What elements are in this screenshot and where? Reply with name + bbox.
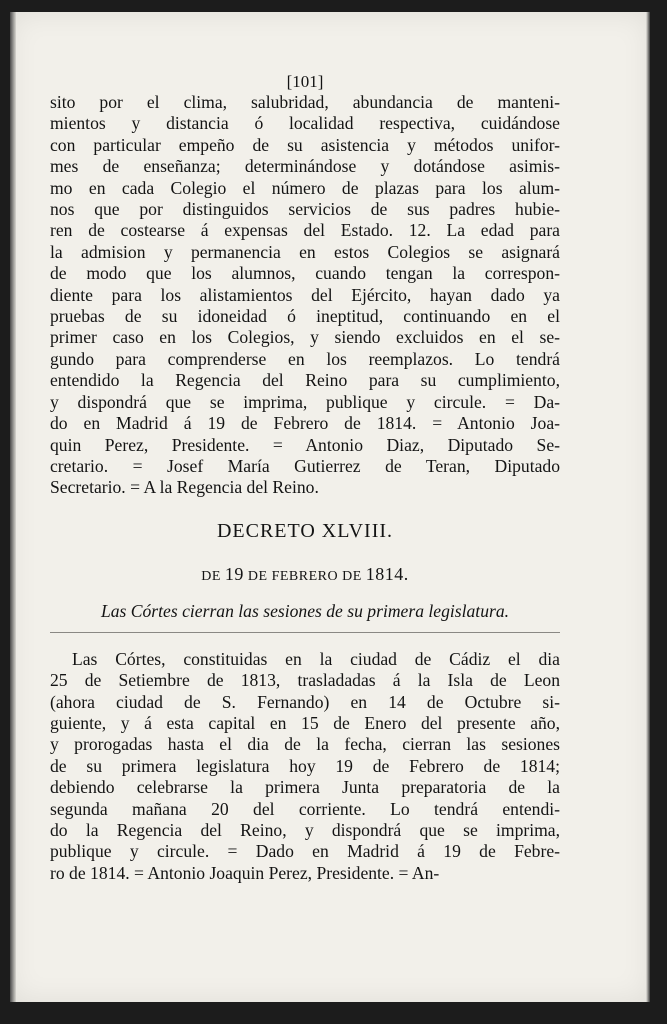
decree-date [50, 563, 560, 588]
text-line: segunda mañana 20 del corriente. Lo tendrá entendi- [50, 798, 560, 819]
decree-date-prefix: DE [201, 568, 225, 584]
text-line: guiente, y á esta capital en 15 de Enero del presente año, [50, 712, 560, 733]
text-line: Las Córtes, constituidas en la ciudad de Cádiz el dia [72, 648, 560, 669]
text-line: ro de 1814. = Antonio Joaquin Perez, Presidente. = An- [50, 862, 440, 883]
text-line: quin Perez, Presidente. = Antonio Diaz, Diputado Se- [50, 434, 560, 455]
decree-text-paragraph [50, 92, 560, 499]
text-line: con particular empeño de su asistencia y métodos unifor- [50, 134, 560, 155]
text-line: nos que por distinguidos servicios de sus padres hubie- [50, 199, 560, 220]
text-line: ren de costearse á expensas del Estado. 12. La edad para [50, 220, 560, 241]
page-content [50, 72, 560, 884]
decree-date-middle: DE FEBRERO DE [243, 568, 366, 584]
text-line: de modo que los alumnos, cuando tengan la correspon- [50, 263, 560, 284]
text-line: mientos y distancia ó localidad respectiva, cuidándose [50, 113, 560, 134]
text-line: (ahora ciudad de S. Fernando) en 14 de Octubre si- [50, 691, 560, 712]
closing-decree-paragraph [50, 649, 560, 884]
book-page [10, 12, 650, 1002]
text-line: mes de enseñanza; determinándose y dotándose asimis- [50, 156, 560, 177]
text-line: do la Regencia del Reino, y dispondrá que se imprima, [50, 819, 560, 840]
text-line: de su primera legislatura hoy 19 de Febrero de 1814; [50, 755, 560, 776]
text-line: sito por el clima, salubridad, abundancia de manteni- [50, 92, 560, 112]
decree-title: DECRETO XLVIII. [216, 519, 394, 542]
text-line: mo en cada Colegio el número de plazas para los alum- [50, 177, 560, 198]
page-binding-edge [10, 12, 16, 1002]
text-line: 25 de Setiembre de 1813, trasladadas á la Isla de Leon [50, 670, 560, 691]
text-line: pruebas de su idoneidad ó ineptitud, continuando en el [50, 306, 560, 327]
text-line: debiendo celebrarse la primera Junta preparatoria de la [50, 777, 560, 798]
text-line: la admision y permanencia en estos Colegios se asignará [50, 241, 560, 262]
page-outer-edge [646, 12, 650, 1002]
page-number: [101] [286, 72, 324, 91]
decree-subtitle: Las Córtes cierran las sesiones de su primera legislatura. [100, 600, 510, 621]
text-line: y dispondrá que se imprima, publique y circule. = Da- [50, 391, 560, 412]
text-line: gundo para comprenderse en los reemplazos. Lo tendrá [50, 348, 560, 369]
text-line: entendido la Regencia del Reino para su cumplimiento, [50, 370, 560, 391]
text-line: cretario. = Josef María Gutierrez de Teran, Diputado [50, 455, 560, 476]
subtitle-rule [50, 632, 560, 633]
text-line: y prorogadas hasta el dia de la fecha, cierran las sesiones [50, 734, 560, 755]
text-line: Secretario. = A la Regencia del Reino. [50, 477, 319, 498]
text-line: primer caso en los Colegios, y siendo excluidos en el se- [50, 327, 560, 348]
text-line: diente para los alistamientos del Ejército, hayan dado ya [50, 284, 560, 305]
decree-date-day: 19 [224, 563, 244, 584]
decree-date-year: 1814. [365, 563, 409, 584]
text-line: publique y circule. = Dado en Madrid á 19 de Febre- [50, 841, 560, 862]
text-line: do en Madrid á 19 de Febrero de 1814. = Antonio Joa- [50, 413, 560, 434]
